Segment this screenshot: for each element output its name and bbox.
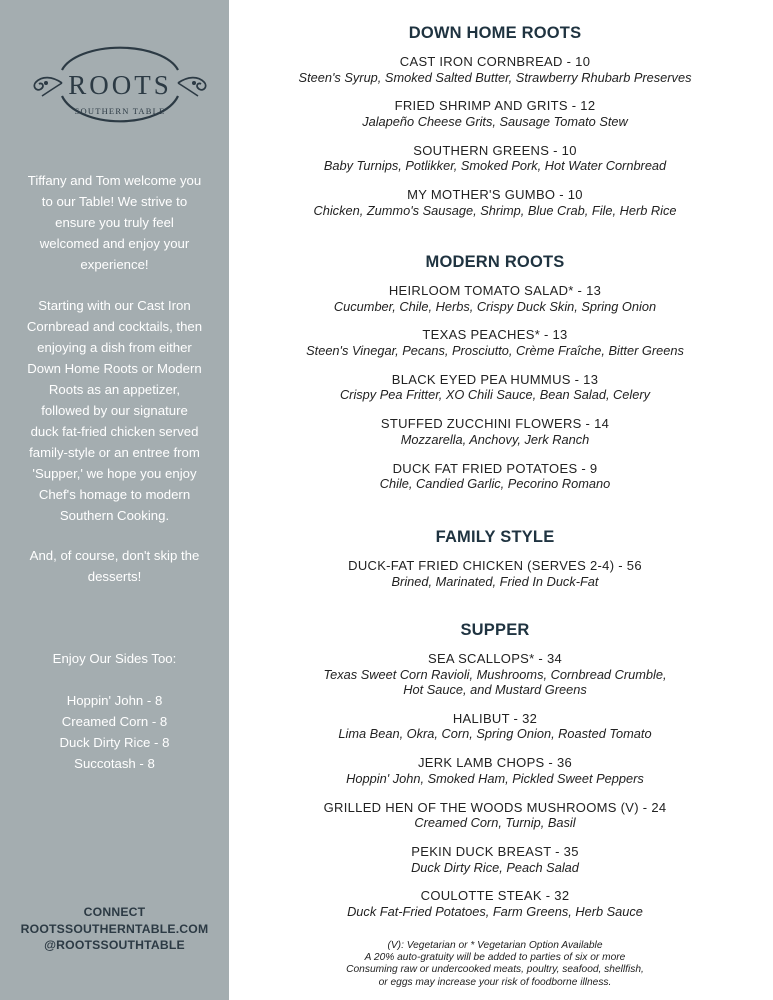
footnote-line: Consuming raw or undercooked meats, poultry, seafood, shellfish, bbox=[346, 964, 644, 976]
menu-item bbox=[229, 372, 761, 403]
menu-item bbox=[229, 800, 761, 831]
intro-line: Cornbread and cocktails, then bbox=[26, 319, 203, 334]
logo-tagline: SOUTHERN TABLE bbox=[74, 106, 166, 116]
intro-line: Chef's homage to modern bbox=[38, 487, 191, 502]
item-name: HALIBUT - 32 bbox=[452, 710, 538, 726]
menu-item bbox=[229, 461, 761, 492]
menu-item bbox=[229, 651, 761, 697]
intro-line: Southern Cooking. bbox=[59, 508, 170, 523]
roots-logo bbox=[26, 36, 214, 136]
menu-item bbox=[229, 143, 761, 174]
intro-line: Starting with our Cast Iron bbox=[38, 298, 191, 313]
intro-line: duck fat-fried chicken served bbox=[30, 424, 199, 439]
item-description: Steen's Vinegar, Pecans, Prosciutto, Crème Fraîche, Bitter Greens bbox=[306, 342, 684, 358]
welcome-line: to our Table! We strive to bbox=[41, 194, 188, 209]
intro-line: Down Home Roots or Modern bbox=[27, 361, 202, 376]
menu-item bbox=[229, 755, 761, 786]
sides-list bbox=[10, 690, 219, 774]
menu-item bbox=[229, 54, 761, 85]
section-family-style bbox=[229, 526, 761, 602]
menu bbox=[229, 0, 773, 1000]
item-name: SEA SCALLOPS* - 34 bbox=[427, 651, 563, 666]
sides-heading: Enjoy Our Sides Too: bbox=[52, 651, 177, 666]
intro-line: enjoying a dish from either bbox=[37, 340, 192, 355]
menu-item bbox=[229, 844, 761, 875]
item-name: SOUTHERN GREENS - 10 bbox=[413, 142, 577, 158]
website-link[interactable]: ROOTSSOUTHERNTABLE.COM bbox=[20, 921, 209, 936]
connect-heading: CONNECT bbox=[83, 905, 146, 919]
closing-line: And, of course, don't skip the bbox=[29, 548, 200, 563]
item-name: STUFFED ZUCCHINI FLOWERS - 14 bbox=[380, 416, 610, 432]
item-name: CAST IRON CORNBREAD - 10 bbox=[399, 54, 591, 69]
welcome-line: experience! bbox=[80, 257, 149, 272]
connect-block bbox=[5, 904, 224, 954]
item-description: Duck Dirty Rice, Peach Salad bbox=[411, 859, 579, 875]
section-supper bbox=[229, 619, 761, 933]
closing-text bbox=[10, 545, 219, 587]
footnote-line: (V): Vegetarian or * Vegetarian Option Available bbox=[387, 940, 603, 951]
item-name: DUCK FAT FRIED POTATOES - 9 bbox=[392, 460, 598, 476]
item-name: JERK LAMB CHOPS - 36 bbox=[417, 755, 573, 771]
menu-footnotes bbox=[229, 940, 761, 989]
closing-line: desserts! bbox=[87, 569, 142, 584]
item-name: BLACK EYED PEA HUMMUS - 13 bbox=[391, 371, 599, 387]
intro-line: family-style or an entree from bbox=[29, 445, 200, 460]
welcome-line: ensure you truly feel bbox=[55, 215, 174, 230]
section-title: SUPPER bbox=[460, 621, 530, 639]
item-description: Hoppin' John, Smoked Ham, Pickled Sweet Peppers bbox=[346, 770, 644, 786]
side-item: Creamed Corn - 8 bbox=[61, 714, 168, 729]
item-name: HEIRLOOM TOMATO SALAD* - 13 bbox=[388, 283, 602, 298]
menu-item bbox=[229, 888, 761, 919]
item-description: Jalapeño Cheese Grits, Sausage Tomato Stew bbox=[362, 113, 628, 129]
intro-line: Roots as an appetizer, bbox=[48, 382, 181, 397]
item-name: DUCK-FAT FRIED CHICKEN (SERVES 2-4) - 56 bbox=[348, 558, 642, 573]
item-name: TEXAS PEACHES* - 13 bbox=[422, 327, 568, 343]
side-item: Hoppin' John - 8 bbox=[66, 693, 163, 708]
item-name: FRIED SHRIMP AND GRITS - 12 bbox=[394, 98, 596, 114]
item-description: Crispy Pea Fritter, XO Chili Sauce, Bean Salad, Celery bbox=[339, 387, 651, 403]
section-title: FAMILY STYLE bbox=[435, 528, 555, 546]
welcome-line: Tiffany and Tom welcome you bbox=[27, 173, 202, 188]
menu-item bbox=[229, 98, 761, 129]
intro-text bbox=[10, 295, 219, 526]
intro-line: followed by our signature bbox=[41, 403, 188, 418]
footnote-line: A 20% auto-gratuity will be added to parties of six or more bbox=[364, 952, 626, 964]
item-description: Baby Turnips, Potlikker, Smoked Pork, Hot Water Cornbread bbox=[323, 158, 667, 174]
item-description: Cucumber, Chile, Herbs, Crispy Duck Skin, Spring Onion bbox=[333, 298, 657, 314]
item-description: Lima Bean, Okra, Corn, Spring Onion, Roasted Tomato bbox=[338, 726, 652, 742]
item-description: Duck Fat-Fried Potatoes, Farm Greens, Herb Sauce bbox=[347, 903, 643, 919]
menu-item bbox=[229, 327, 761, 358]
welcome-text bbox=[10, 170, 219, 275]
footnote-line: or eggs may increase your risk of foodborne illness. bbox=[378, 976, 612, 988]
item-name: GRILLED HEN OF THE WOODS MUSHROOMS (V) - 24 bbox=[323, 799, 667, 815]
section-modern-roots bbox=[229, 251, 761, 505]
menu-item bbox=[229, 416, 761, 447]
item-description: Mozzarella, Anchovy, Jerk Ranch bbox=[400, 431, 590, 447]
item-description: Creamed Corn, Turnip, Basil bbox=[414, 815, 576, 831]
intro-line: 'Supper,' we hope you enjoy bbox=[32, 466, 197, 481]
item-description: Chile, Candied Garlic, Pecorino Romano bbox=[379, 476, 611, 492]
item-description: Texas Sweet Corn Ravioli, Mushrooms, Cornbread Crumble, Hot Sauce, and Mustard Greens bbox=[323, 666, 667, 697]
menu-item bbox=[229, 558, 761, 589]
menu-item bbox=[229, 187, 761, 218]
menu-item bbox=[229, 283, 761, 314]
menu-item bbox=[229, 711, 761, 742]
item-name: MY MOTHER'S GUMBO - 10 bbox=[407, 187, 583, 203]
section-down-home-roots bbox=[229, 22, 761, 232]
item-description: Steen's Syrup, Smoked Salted Butter, Strawberry Rhubarb Preserves bbox=[298, 69, 692, 85]
item-name: COULOTTE STEAK - 32 bbox=[420, 888, 570, 904]
section-title: MODERN ROOTS bbox=[425, 253, 565, 271]
side-item: Succotash - 8 bbox=[74, 756, 155, 771]
section-title: DOWN HOME ROOTS bbox=[408, 24, 582, 42]
welcome-line: welcomed and enjoy your bbox=[39, 236, 190, 251]
logo-name: ROOTS bbox=[68, 70, 172, 100]
item-description: Brined, Marinated, Fried In Duck-Fat bbox=[391, 573, 599, 589]
side-item: Duck Dirty Rice - 8 bbox=[59, 735, 170, 750]
item-name: PEKIN DUCK BREAST - 35 bbox=[411, 843, 579, 859]
sidebar bbox=[0, 0, 229, 1000]
social-handle-link[interactable]: @ROOTSSOUTHTABLE bbox=[44, 938, 185, 952]
item-description: Chicken, Zummo's Sausage, Shrimp, Blue Crab, File, Herb Rice bbox=[313, 202, 677, 218]
